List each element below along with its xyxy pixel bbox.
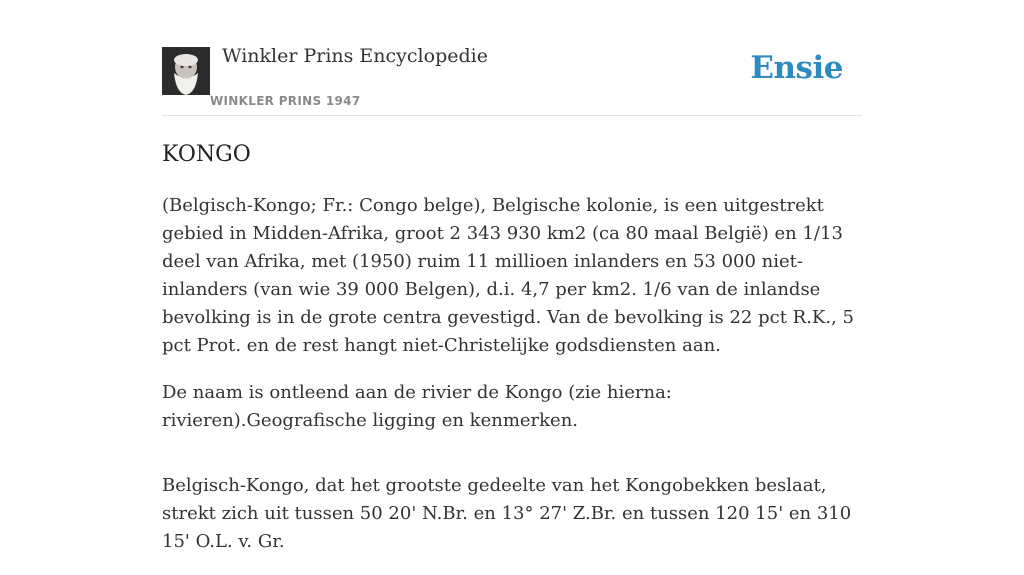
source-title[interactable]: Winkler Prins Encyclopedie (222, 45, 488, 67)
entry-title: KONGO (162, 142, 251, 167)
bearded-man-portrait-icon (162, 47, 210, 95)
avatar[interactable] (162, 47, 210, 95)
article-paragraph: Belgisch-Kongo, dat het grootste gedeelte van het Kongobekken beslaat, strekt zich uit tussen 50 20' N.Br. en 13° 27' Z.Br. en tussen 120 15' en 310 15' O.L. v. Gr. (162, 475, 852, 552)
source-header (162, 0, 862, 116)
brand-logo[interactable]: Ensie (750, 50, 843, 86)
article-paragraph: De naam is ontleend aan de rivier de Kongo (zie hierna: rivieren).Geografische ligging en kenmerken. (162, 382, 672, 431)
source-subtitle: WINKLER PRINS 1947 (210, 94, 361, 108)
article-paragraph: (Belgisch-Kongo; Fr.: Congo belge), Belgische kolonie, is een uitgestrekt gebied in Midden-Afrika, groot 2 343 930 km2 (ca 80 maal België) en 1/13 deel van Afrika, met (1950) ruim 11 millioen inlanders en 53 000 niet-inlanders (van wie 39 000 Belgen), d.i. 4,7 per km2. 1/6 van de inlandse bevolking is in de grote centra gevestigd. Van de bevolking is 22 pct R.K., 5 pct Prot. en de rest hangt niet-Christelijke godsdiensten aan. (162, 195, 854, 356)
article (162, 140, 862, 575)
